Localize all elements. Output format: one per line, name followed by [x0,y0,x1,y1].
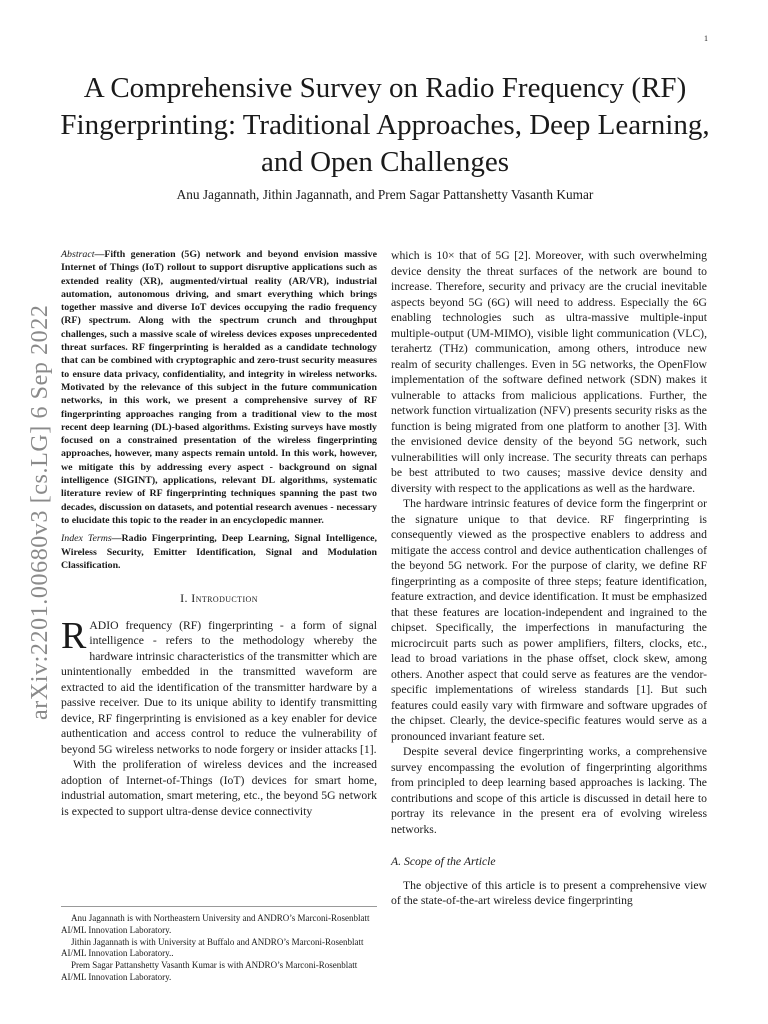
right-paragraph-4: The objective of this article is to present a comprehensive view of the state-of-the-art wireless device fingerprinting [391,878,707,907]
intro-paragraph-1 [61,614,377,758]
footnotes [61,906,377,984]
footnote-2: Jithin Jagannath is with University at Buffalo and ANDRO’s Marconi-Rosenblatt AI/ML Innovation Laboratory.. [61,936,364,959]
right-column [391,248,707,909]
right-paragraph-2: The hardware intrinsic features of device form the fingerprint or the signature unique to that device. RF fingerprinting is consequently viewed as the prospective enablers to address and mitigate the access control and device authentication challenges of the beyond 5G network. For the purpose of clarity, we define RF fingerprinting as a composite of three steps; feature identification, feature extraction, and device identification. It must be emphasized that these features are location-independent and ingrained to the chipset. Specifically, the imperfections in manufacturing the microcircuit parts such as power amplifiers, filters, clocks, etc., lead to broad variations in the phase offset, clock skew, among others. Another aspect that could serve as features are the vendor-specific implementations of wireless standards [1]. But such features could easily vary with firmware and software upgrades of the chipset. Clearly, the device-specific features would serve as a pronounced invariant feature set. [391,497,707,743]
section-heading-introduction: I. Introduction [180,591,258,606]
drop-cap: R [61,614,87,657]
footnote-3: Prem Sagar Pattanshetty Vasanth Kumar is with ANDRO’s Marconi-Rosenblatt AI/ML Innovation Laboratory. [61,960,358,982]
arxiv-stamp: arXiv:2201.00680v3 [cs.LG] 6 Sep 2022 [27,304,53,720]
page-number: 1 [704,34,708,43]
footnote-1: Anu Jagannath is with Northeastern University and ANDRO’s Marconi-Rosenblatt AI/ML Innovation Laboratory. [61,913,370,935]
index-terms-lead: Index Terms [61,533,112,545]
index-terms-text: —Radio Fingerprinting, Deep Learning, Signal Intelligence, Wireless Security, Emitter Identification, Signal and Modulation Classification. [61,533,377,571]
abstract [61,248,377,527]
paper-title: A Comprehensive Survey on Radio Frequency (RF) Fingerprinting: Traditional Approaches, Deep Learning, and Open Challenges [60,72,710,178]
intro-paragraph-2: With the proliferation of wireless devices and the increased adoption of Internet-of-Things (IoT) devices for smart home, industrial automation, smart metering, etc., the beyond 5G network is expected to support ultra-dense device connectivity [61,758,377,818]
right-paragraph-3: Despite several device fingerprinting works, a comprehensive survey encompassing the evolution of fingerprinting algorithms from principled to deep learning based approaches is lacking. The contributions and scope of this article is discussed in detail here to portray its relevance in the present era of evolving wireless networks. [391,745,707,836]
subsection-heading-scope: A. Scope of the Article [391,855,496,868]
intro-paragraph-1-text: ADIO frequency (RF) fingerprinting - a form of signal intelligence - refers to the methodology whereby the hardware intrinsic characteristics of the transmitter which are unintentionally embedded in the transmitted waveform are extracted to aid the identification of the transmitter hardware by a passive receiver. Due to its unique ability to identify transmitting device, RF fingerprinting is envisioned as a key enabler for device authentication and access control to reduce the vulnerability of beyond 5G wireless networks to node forgery or insider attacks [1]. [61,618,377,756]
right-paragraph-1: which is 10× that of 5G [2]. Moreover, with such overwhelming device density the threat surfaces of the network are bound to increase. Therefore, security and privacy are the crucial inevitable aspects beyond 5G (6G) will need to address. Especially the 6G enabling technologies such as ultra-massive multiple-input multiple-output (UM-MIMO), visible light communication (VLC), terahertz (THz) communication, among others, introduce new realm of security challenges. Even in 5G networks, the OpenFlow implementation of the software defined network (SDN) makes it vulnerable to attacks from malicious applications. Further, the network function virtualization (NFV) presents security risks as the function is being migrated from one platform to another [3]. With the envisioned device density of the beyond 5G network, such vulnerabilities will only increase. The security threats can perhaps be best attributed to two causes; massive device density and diversity with respect to the applications as well as the hardware. [391,249,707,495]
index-terms [61,532,377,572]
abstract-lead: Abstract [61,249,95,260]
left-column [61,248,377,819]
abstract-text: —Fifth generation (5G) network and beyond envision massive Internet of Things (IoT) rollout to support disruptive applications such as extended reality (XR), augmented/virtual reality (AR/VR), industrial automation, autonomous driving, and smart everything which brings together massive and diverse IoT devices occupying the radio frequency (RF) spectrum. Along with the spectrum crunch and throughput challenges, such a massive scale of wireless devices exposes unprecedented threat surfaces. RF fingerprinting is heralded as a candidate technology that can be combined with cryptographic and zero-trust security measures to ensure data privacy, confidentiality, and integrity in wireless networks. Motivated by the relevance of this subject in the future communication networks, in this work, we present a comprehensive survey of RF fingerprinting approaches ranging from a traditional view to the most recent deep learning (DL)-based algorithms. Existing surveys have mostly focused on a constrained presentation of the wireless fingerprinting approaches, however, many aspects remain untold. In this work, however, we mitigate this by addressing every aspect - background on signal intelligence (SIGINT), applications, relevant DL algorithms, systematic literature review of RF fingerprinting techniques spanning the past two decades, discussion on datasets, and potential research avenues - necessary to elucidate this topic to the reader in an encyclopedic manner. [61,249,377,526]
author-list: Anu Jagannath, Jithin Jagannath, and Prem Sagar Pattanshetty Vasanth Kumar [176,187,594,202]
